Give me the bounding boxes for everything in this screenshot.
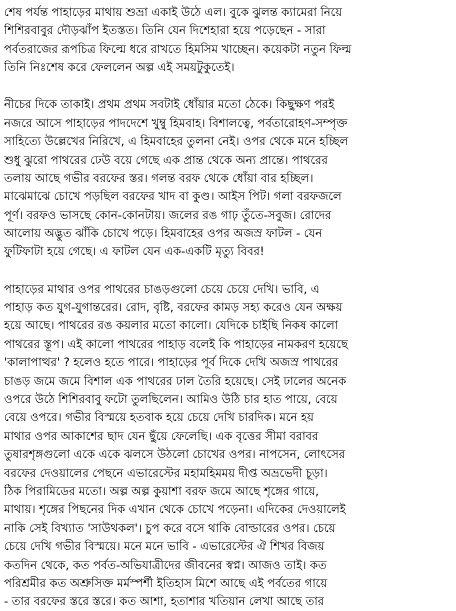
text-line: চেয়ে দেখি গভীর বিস্ময়ে। মনে মনে ভাবি - এভারেস্টের ঐ শিখর বিজয় [4, 539, 325, 554]
text-line: মাঝেমাঝে চোখে পড়ছিল বরফের খাদ বা কুণ্ড। আইস পিট। গলা বরফজলে [4, 189, 342, 204]
text-line: শুধু ঝুরো পাথরের ঢেউ বয়ে গেছে এক প্রান্ত থেকে অন্য প্রান্তে। পাথরের [4, 152, 328, 167]
text-line: সাহিত্যে উল্লেখের নিরিখে, এ হিমবাহের তুলনা নেই। ওপর থেকে মনে হচ্ছিল [4, 134, 349, 149]
text-line: পাহাড় কত যুগ-যুগান্তরের। রোদ, বৃষ্টি, বরফের কামড় সহ্য করেও যেন অক্ষয় [4, 300, 343, 315]
text-line: তিনি নিঃশেষ করে ফেললেন অল্প এই সময়টুকুতেই। [4, 60, 235, 75]
text-line: শিশিরবাবুর দৌড়ঝাঁপ ইতস্তত। তিনি যেন দিশেহারা হয়ে পড়েছেন - সারা [4, 23, 326, 38]
text-line: হয়ে আছে। পাথরের রঙ কয়লার মতো কালো। যেদিকে চাইছি নিকষ কালো [4, 318, 338, 333]
text-line: আলোয় অদ্ভুত ঝাঁকি চোখে পড়ে। হিমবাহের ওপর অজস্র ফাটল - যেন [4, 226, 323, 241]
paragraph [4, 95, 454, 261]
text-line: বরফের দেওয়ালের পেছনে এভারেস্টের মহামহিমময় দীপ্ত অভ্রভেদী চূড়া। [4, 465, 328, 480]
text-line: চাঙড় জমে জমে বিশাল এক পাথরের ঢাল তৈরি হয়েছে। সেই ঢালের অনেক [4, 373, 347, 388]
text-line: মাথার ওপর আকাশের ছাদ যেন ছুঁয়ে ফেলেছি। এক বৃত্তের সীমা বরাবর [4, 428, 319, 443]
paragraph [4, 3, 454, 77]
text-line: পাহাড়ের মাথার ওপর পাথরের চাঙড়গুলো চেয়ে চেয়ে দেখি। ভাবি, এ [4, 281, 320, 296]
text-line: মাথায়। শৃঙ্গের পিছনের দিক এখান থেকে চোখে পড়েনা। এদিকের দেওয়ালেই [4, 502, 346, 517]
paragraph [4, 280, 454, 611]
text-line: পর্বতরাজের রূপচিত্র ফিল্মে ধরে রাখতে হিমসিম খাচ্ছেন। কয়েকটা নতুন ফিল্ম [4, 41, 352, 56]
text-line: 'কালাপাত্থর' ? হলেও হতে পারে। পাহাড়ের পূর্ব দিকে দেখি অজস্র পাথরের [4, 355, 339, 370]
text-line: নজরে আসে পাহাড়ের পাদদেশে খুম্বু হিমবাহ। বিশালত্বে, পর্বতারোহণ-সম্পৃক্ত [4, 115, 348, 130]
text-line: - তার বরফের স্তরে স্তরে। কত আশা, হতাশার খতিয়ান লেখা আছে তার [4, 594, 324, 609]
text-line: পূর্ণ। বরফও ভাসছে কোন-কোনটায়। জলের রঙ গাঢ় তুঁতে-সবুজ। রোদের [4, 207, 332, 222]
text-line: ঠিক পিরামিডের মতো। অল্প অল্প কুয়াশা বরফ জমে আছে শৃঙ্গের গায়ে, [4, 483, 319, 498]
text-line: পরিশ্রমীর কত অশ্রুসিক্ত মর্মস্পর্শী ইতিহাস মিশে আছে এই পর্বতের গায়ে [4, 575, 328, 590]
text-line: বেয়ে ওপরে। গভীর বিস্ময়ে হতবাক হয়ে চেয়ে দেখি চারদিক। মনে হয় [4, 410, 314, 425]
text-line: পাথরের স্তূপ। এই কালো পাথরের পাহাড় বলেই কি পাহাড়ের নামকরণ হয়েছে [4, 336, 348, 351]
text-line: ওপরে উঠে শিশিরবাবু ফটো তুলছিলেন। আমিও উঠি চার হাত পায়ে, বেয়ে [4, 392, 338, 407]
paragraph-gap [4, 261, 454, 280]
text-line: নীচের দিকে তাকাই। প্রথম প্রথম সবটাই ধোঁয়ার মতো ঠেকে। কিছুক্ষণ পরই [4, 97, 335, 112]
text-line: তুষারশৃঙ্গগুলো একে একে ঝলসে উঠলো চোখের ওপর। নাপসেন, লোৎসের [4, 447, 346, 462]
text-line: কতদিন থেকে, কত পর্বত-অভিযাত্রীদের জীবনের স্বপ্ন। আজও তাই। কত [4, 557, 327, 572]
text-line: ফুটিফাটা হয়ে গেছে। এ ফাটল যেন এক-একটি মৃত্যু বিবর! [4, 244, 265, 259]
text-line: তলায় আছে গভীর বরফের স্তর। গলন্ত বরফ থেকে ধোঁয়া বার হচ্ছিল। [4, 170, 314, 185]
text-line: শেষ পর্যন্ত পাহাড়ের মাথায় শুভ্রা একাই উঠে এল। বুকে ঝুলন্ত ক্যামেরা নিয়ে [4, 5, 343, 19]
paragraph-gap [4, 77, 454, 96]
text-line: নাকি সেই বিখ্যাত 'সাউথকল'। চুপ করে বসে থাকি বোল্ডারের ওপর। চেয়ে [4, 520, 336, 535]
